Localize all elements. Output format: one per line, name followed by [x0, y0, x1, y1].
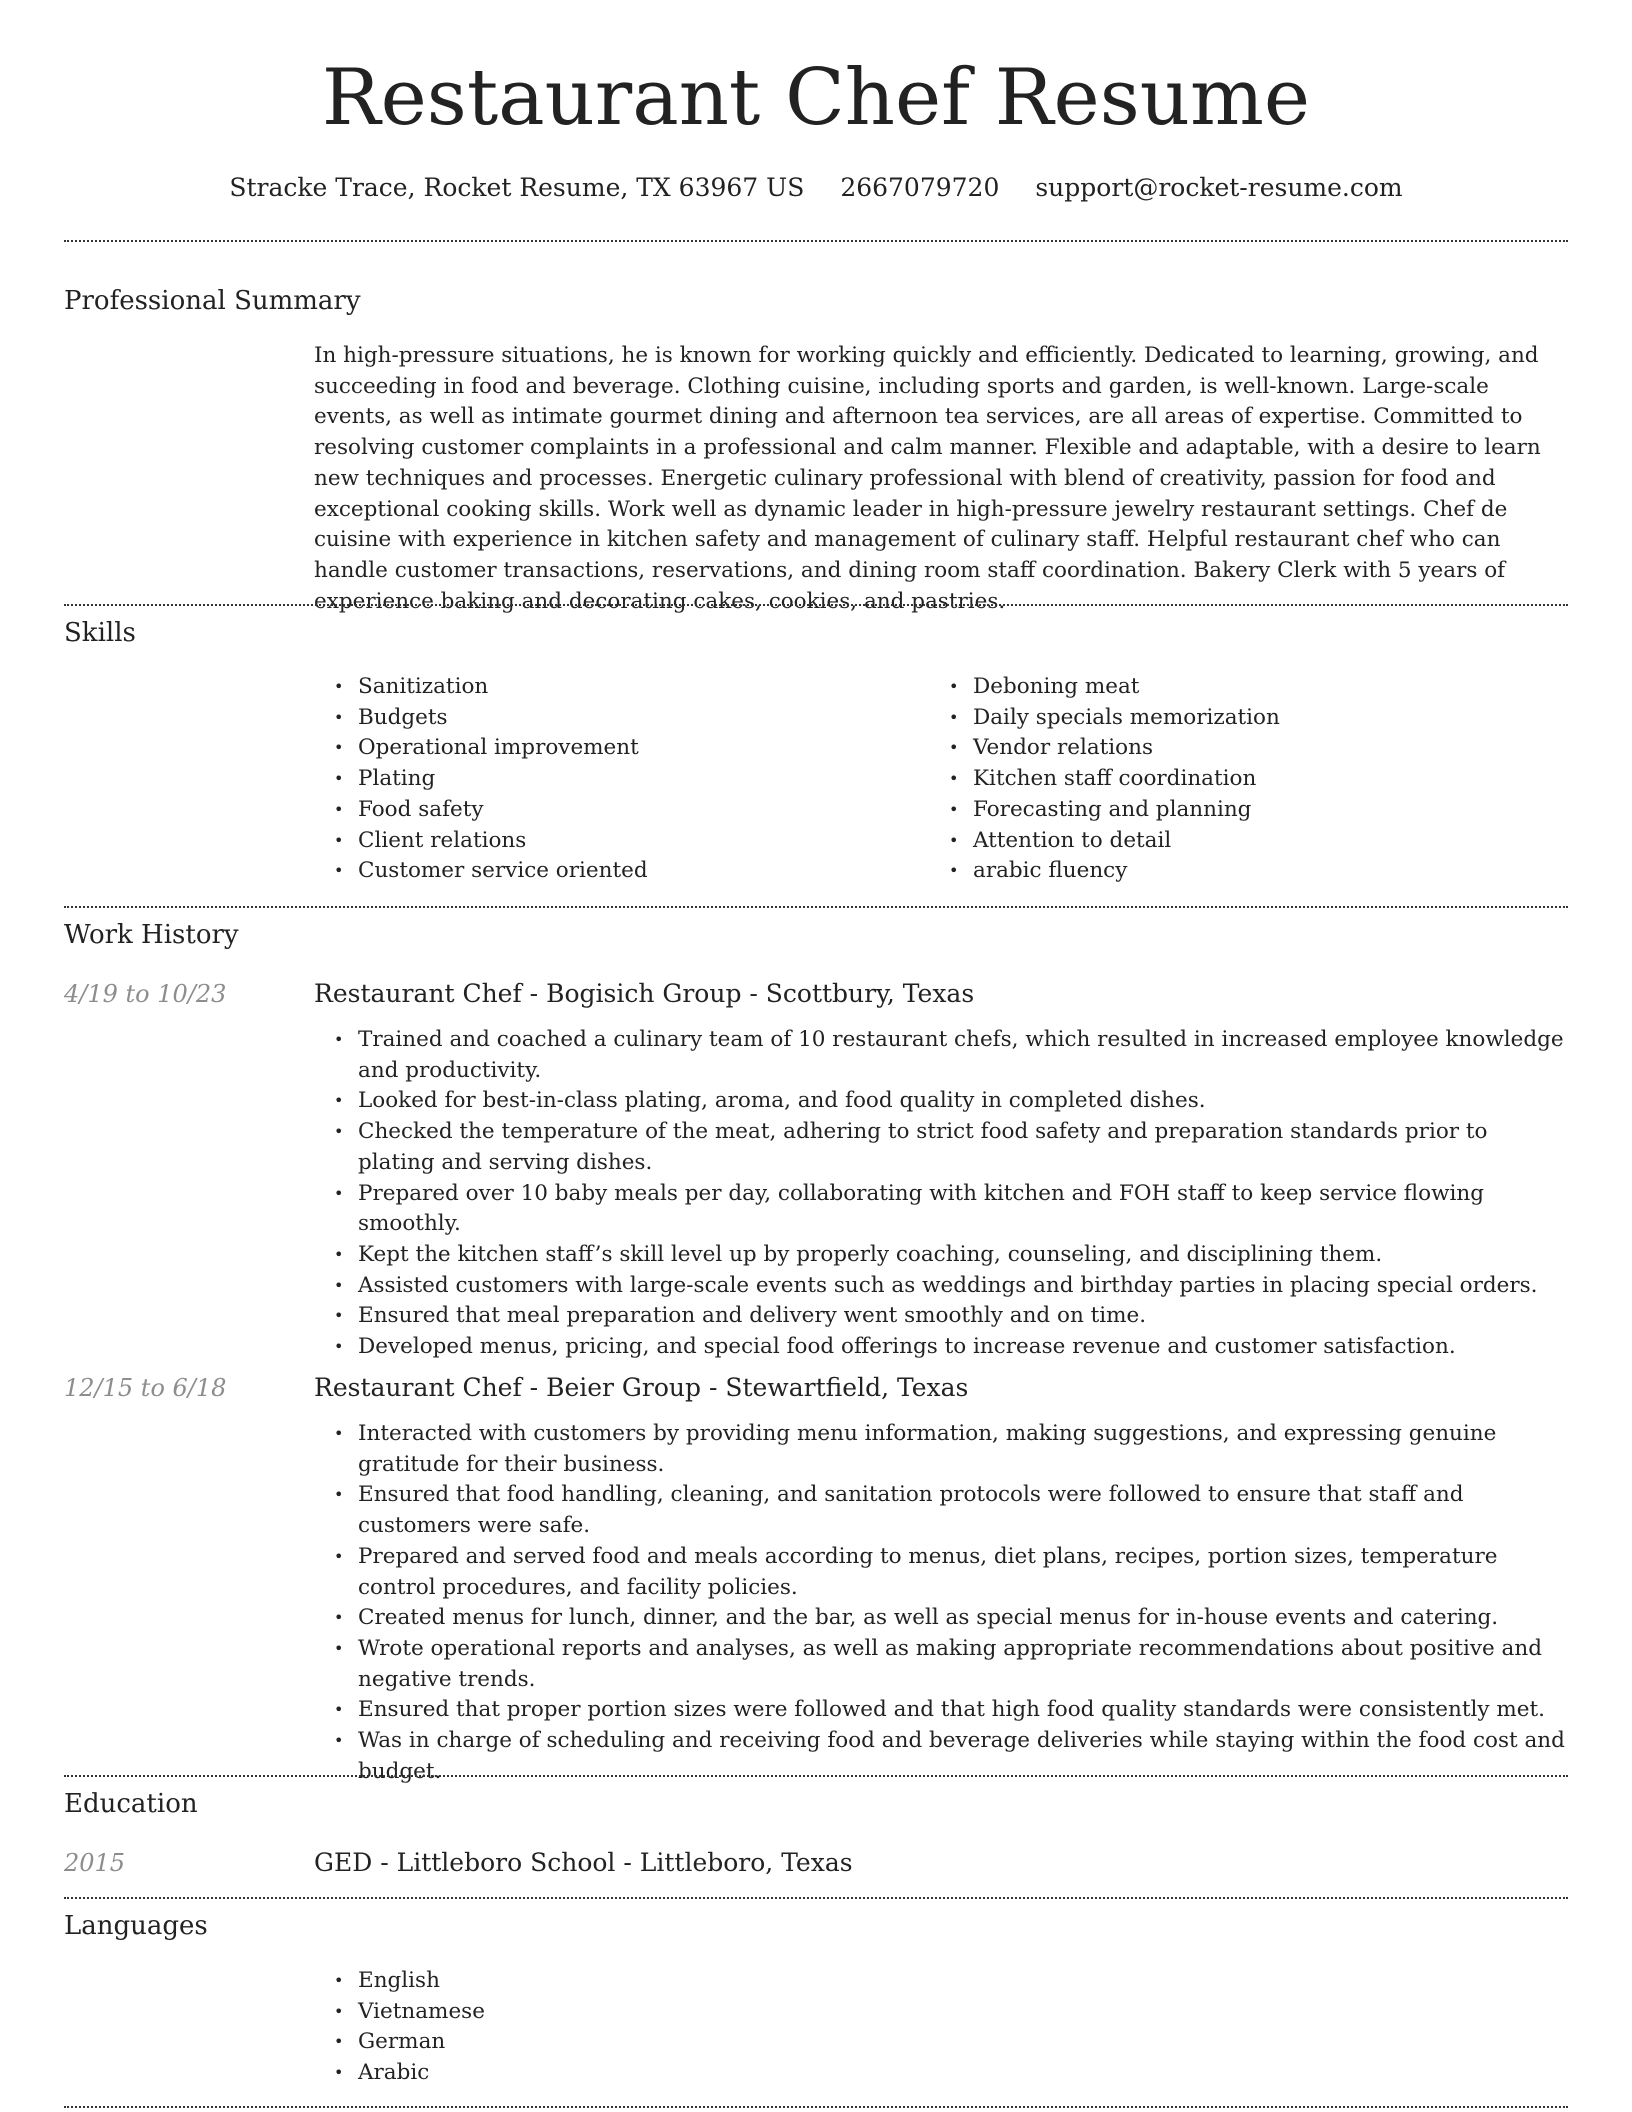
job-duty: • Ensured that proper portion sizes were followed and that high food quality standards were consistently met. — [358, 1695, 1568, 1726]
contact-address: Stracke Trace, Rocket Resume, TX 63967 US — [229, 173, 805, 202]
section-divider — [64, 604, 1568, 606]
job-duty: • Was in charge of scheduling and receiving food and beverage deliveries while staying within the food cost and budget. — [358, 1726, 1568, 1787]
skill-item: • Daily specials memorization — [973, 703, 1544, 734]
skills-column-right — [929, 672, 1544, 887]
skill-item: • arabic fluency — [973, 856, 1544, 887]
job-duty: • Prepared and served food and meals according to menus, diet plans, recipes, portion sizes, temperature control procedures, and facility policies. — [358, 1542, 1568, 1603]
education-heading: Education — [64, 1789, 198, 1819]
job-title: Restaurant Chef - Bogisich Group - Scottbury, Texas — [314, 979, 975, 1008]
job-duty: • Interacted with customers by providing menu information, making suggestions, and expressing genuine gratitude for their business. — [358, 1419, 1568, 1480]
job-duty: • Trained and coached a culinary team of 10 restaurant chefs, which resulted in increased employee knowledge and productivity. — [358, 1025, 1568, 1086]
language-item: • English — [358, 1966, 1568, 1997]
languages-heading: Languages — [64, 1911, 208, 1941]
job-duty: • Developed menus, pricing, and special food offerings to increase revenue and customer satisfaction. — [358, 1332, 1568, 1363]
skill-item: • Vendor relations — [973, 733, 1544, 764]
language-item: • German — [358, 2027, 1568, 2058]
education-entry: GED - Littleboro School - Littleboro, Texas — [314, 1848, 853, 1877]
work-heading: Work History — [64, 920, 239, 950]
skills-column-left — [314, 672, 929, 887]
contact-line — [64, 168, 1568, 208]
summary-text: In high-pressure situations, he is known for working quickly and efficiently. Dedicated to learning, growing, and succeeding in food and beverage. Clothing cuisine, including sports and garden, is well-known. Large-scale events, as well as intimate gourmet dining and afternoon tea services, are all areas of expertise. Committed to resolving customer complaints in a professional and calm manner. Flexible and adaptable, with a desire to learn new techniques and processes. Energetic culinary professional with blend of creativity, passion for food and exceptional cooking skills. Work well as dynamic leader in high-pressure jewelry restaurant settings. Chef de cuisine with experience in kitchen safety and management of culinary staff. Helpful restaurant chef who can handle customer transactions, reservations, and dining room staff coordination. Bakery Clerk with 5 years of experience baking and decorating cakes, cookies, and pastries. — [314, 343, 1541, 614]
skill-item: • Sanitization — [358, 672, 929, 703]
job-duty: • Prepared over 10 baby meals per day, collaborating with kitchen and FOH staff to keep service flowing smoothly. — [358, 1179, 1568, 1240]
job-title: Restaurant Chef - Beier Group - Stewartfield, Texas — [314, 1373, 969, 1402]
job-duties — [314, 1025, 1568, 1363]
skill-item: • Forecasting and planning — [973, 795, 1544, 826]
languages-list — [314, 1966, 1568, 2089]
job-duty: • Ensured that food handling, cleaning, and sanitation protocols were followed to ensure that staff and customers were safe. — [358, 1480, 1568, 1541]
job-duty: • Ensured that meal preparation and delivery went smoothly and on time. — [358, 1301, 1568, 1332]
skill-item: • Plating — [358, 764, 929, 795]
skill-item: • Attention to detail — [973, 826, 1544, 857]
skill-item: • Food safety — [358, 795, 929, 826]
section-divider — [64, 906, 1568, 908]
job-dates: 12/15 to 6/18 — [64, 1374, 227, 1402]
job-duty: • Assisted customers with large-scale events such as weddings and birthday parties in placing special orders. — [358, 1271, 1568, 1302]
job-duty: • Checked the temperature of the meat, adhering to strict food safety and preparation standards prior to plating and serving dishes. — [358, 1117, 1568, 1178]
language-item: • Arabic — [358, 2058, 1568, 2089]
contact-phone: 2667079720 — [840, 173, 1000, 202]
resume-title: Restaurant Chef Resume — [321, 53, 1311, 143]
education-year: 2015 — [64, 1849, 126, 1877]
skill-item: • Kitchen staff coordination — [973, 764, 1544, 795]
job-dates: 4/19 to 10/23 — [64, 980, 227, 1008]
skill-item: • Budgets — [358, 703, 929, 734]
section-divider — [64, 1775, 1568, 1777]
skill-item: • Customer service oriented — [358, 856, 929, 887]
skills-heading: Skills — [64, 618, 136, 648]
section-divider — [64, 240, 1568, 242]
skill-item: • Deboning meat — [973, 672, 1544, 703]
job-duties — [314, 1419, 1568, 1787]
language-item: • Vietnamese — [358, 1997, 1568, 2028]
section-divider — [64, 2106, 1568, 2108]
section-divider — [64, 1897, 1568, 1899]
job-duty: • Kept the kitchen staff’s skill level up by properly coaching, counseling, and disciplining them. — [358, 1240, 1568, 1271]
job-duty: • Looked for best-in-class plating, aroma, and food quality in completed dishes. — [358, 1086, 1568, 1117]
contact-email: support@rocket-resume.com — [1035, 173, 1403, 202]
skill-item: • Operational improvement — [358, 733, 929, 764]
skill-item: • Client relations — [358, 826, 929, 857]
summary-heading: Professional Summary — [64, 286, 361, 316]
job-duty: • Wrote operational reports and analyses, as well as making appropriate recommendations about positive and negative trends. — [358, 1634, 1568, 1695]
job-duty: • Created menus for lunch, dinner, and the bar, as well as special menus for in-house events and catering. — [358, 1603, 1568, 1634]
